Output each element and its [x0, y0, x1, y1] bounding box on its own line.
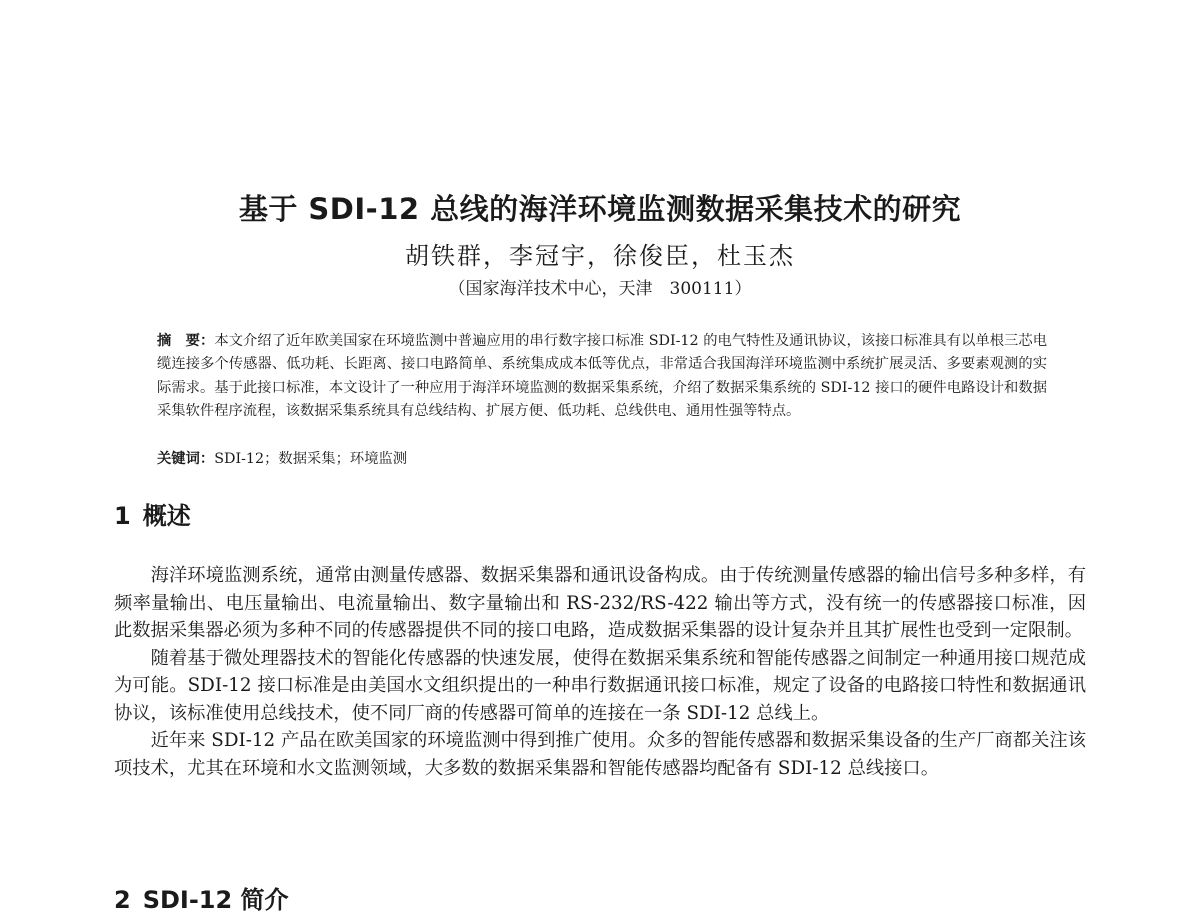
author-list: 胡铁群，李冠宇，徐俊臣，杜玉杰: [405, 242, 795, 270]
section-title: SDI-12 简介: [142, 886, 289, 914]
section-heading-overview: [114, 500, 191, 532]
abstract: [157, 330, 1047, 423]
abstract-text: 本文介绍了近年欧美国家在环境监测中普遍应用的串行数字接口标准 SDI-12 的电气特性及通讯协议，该接口标准具有以单根三芯电缆连接多个传感器、低功耗、长距离、接口电路简单、系统集成成本低等优点，非常适合我国海洋环境监测中系统扩展灵活、多要素观测的实际需求。基于此接口标准，本文设计了一种应用于海洋环境监测的数据采集系统，介绍了数据采集系统的 SDI-12 接口的硬件电路设计和数据采集软件程序流程，该数据采集系统具有总线结构、扩展方便、低功耗、总线供电、通用性强等特点。: [157, 333, 1048, 419]
affiliation: （国家海洋技术中心，天津 300111）: [448, 279, 752, 299]
keywords-text: SDI-12；数据采集；环境监测: [214, 451, 408, 467]
section-body-overview: [114, 562, 1086, 782]
body-paragraph: 随着基于微处理器技术的智能化传感器的快速发展，使得在数据采集系统和智能传感器之间制定一种通用接口规范成为可能。SDI-12 接口标准是由美国水文组织提出的一种串行数据通讯接口标准，规定了设备的电路接口特性和数据通讯协议，该标准使用总线技术，使不同厂商的传感器可简单的连接在一条 SDI-12 总线上。: [114, 647, 1086, 724]
section-number: 1: [114, 502, 131, 530]
section-heading-sdi12-intro: [114, 884, 289, 916]
section-title: 概述: [142, 502, 191, 530]
keywords-label: 关键词：: [157, 451, 215, 467]
section-number: 2: [114, 886, 131, 914]
body-paragraph: 海洋环境监测系统，通常由测量传感器、数据采集器和通讯设备构成。由于传统测量传感器的输出信号多种多样，有频率量输出、电压量输出、电流量输出、数字量输出和 RS-232/RS-422 输出等方式，没有统一的传感器接口标准，因此数据采集器必须为多种不同的传感器提供不同的接口电路，造成数据采集器的设计复杂并且其扩展性也受到一定限制。: [114, 565, 1086, 641]
body-paragraph: 近年来 SDI-12 产品在欧美国家的环境监测中得到推广使用。众多的智能传感器和数据采集设备的生产厂商都关注该项技术，尤其在环境和水文监测领域，大多数的数据采集器和智能传感器均配备有 SDI-12 总线接口。: [114, 730, 1086, 779]
paper-title: 基于 SDI-12 总线的海洋环境监测数据采集技术的研究: [238, 192, 962, 226]
abstract-label: 摘 要：: [157, 333, 215, 349]
keywords: [157, 447, 1047, 471]
